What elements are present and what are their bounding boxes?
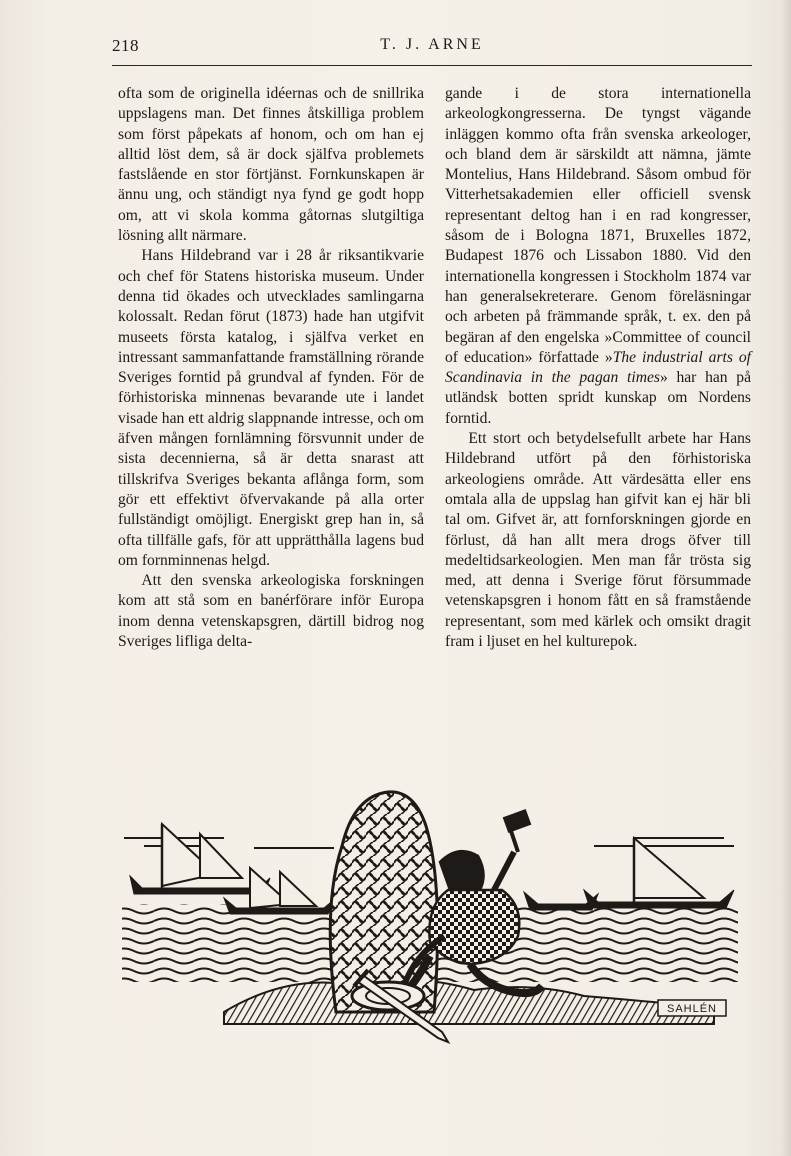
illustration-signature: SAHLÉN [666, 1003, 718, 1015]
right-paragraph-2: Ett stort och betydelsefullt arbete har Hans Hildebrand utfört på den förhistoriska arkeologiens område. Att värdesätta eller ens omtala alla de uppslag han gifvit kan ej här bli tal om. Gifvet är, att fornforskningen gjorde en förlust, då han allt mera drogs öfver till medeltidsarkeologien. Men man får trösta sig med, att denna i Sverige förut försummade vetenskapsgren i honom fått en så framstående representant, som med kärlek och omsikt dragit fram i ljuset en hel kulturepok. [445, 430, 751, 651]
left-paragraph-2: Hans Hildebrand var i 28 år riksantikvarie och chef för Statens historiska museum. Under denna tid ökades och utvecklades samlingarna kolossalt. Redan förut (1873) hade han utgifvit museets första katalog, i själfva verket en intressant sammanfattande framställning rörande Sveriges forntid på grundval af fynden. För de förhistoriska minnenas bevarande ute i landet visade han ett aldrig slappnande intresse, och om äfven mången fornlämning försvunnit under de sista decennierna, så är detta snarast att tillskrifva Sveriges bekanta aflånga form, som gör ett effektivt öfvervakande på alla orter fullständigt omöjligt. Energiskt grep han in, så ofta tillfälle gafs, för att upprätthålla lagens bud om fornminnenas helgd. [118, 247, 424, 569]
running-head: T. J. ARNE [380, 36, 484, 53]
right-paragraph-1 [445, 84, 751, 429]
page-number: 218 [112, 36, 139, 55]
page-edge-shadow [781, 0, 791, 1156]
right-paragraph-1-text-a: gande i de stora internationella arkeologkongresserna. De tyngst vägande inläggen kommo ofta från svenska arkeologer, och bland dem är särskildt att nämna, jämte Montelius, Hans Hildebrand. Såsom ombud för Vitterhetsakademien eller officiell svensk representant deltog han i en rad kongresser, såsom de i Bologna 1871, Bruxelles 1872, Budapest 1876 och Lissabon 1880. Vid den internationella kongressen i Stockholm 1874 var han generalsekreterare. Genom föreläsningar och arbeten på främmande språk, t. ex. den på begäran af den engelska »Committee of council of education» författade » [445, 85, 751, 366]
viking-ship-left [130, 824, 336, 914]
left-paragraph-1: ofta som de originella idéernas och de snillrika uppslagens man. Det finnes åtskilliga problem som först påpekats af honom, och om han ej alltid löst dem, så är dock själfva problemets fastslående en stor förtjänst. Fornkunskapen är ännu ung, och ständigt nya fynd ge godt hopp om, att vi skola komma gåtornas slutgiltiga lösning allt närmare. [118, 85, 424, 245]
page-header [112, 36, 752, 66]
header-rule [112, 65, 752, 66]
left-paragraph-3: Att den svenska arkeologiska forskningen kom att stå som en banérförare inför Europa inom denna vetenskapsgren, därtill bidrog nog Sveriges lifliga delta- [118, 572, 424, 651]
runestone-carver-illustration [114, 786, 744, 1048]
viking-ship-right [524, 838, 734, 910]
left-column [118, 84, 424, 652]
runestone [330, 792, 437, 1012]
right-column [445, 84, 751, 652]
right-paragraph-1-text-b: » har han på utländsk botten spridt kunskap om Nordens forntid. [445, 369, 752, 427]
book-title-italic: The industrial arts of Scandinavia in the pagan times [445, 348, 752, 387]
rocky-ground [224, 979, 714, 1024]
